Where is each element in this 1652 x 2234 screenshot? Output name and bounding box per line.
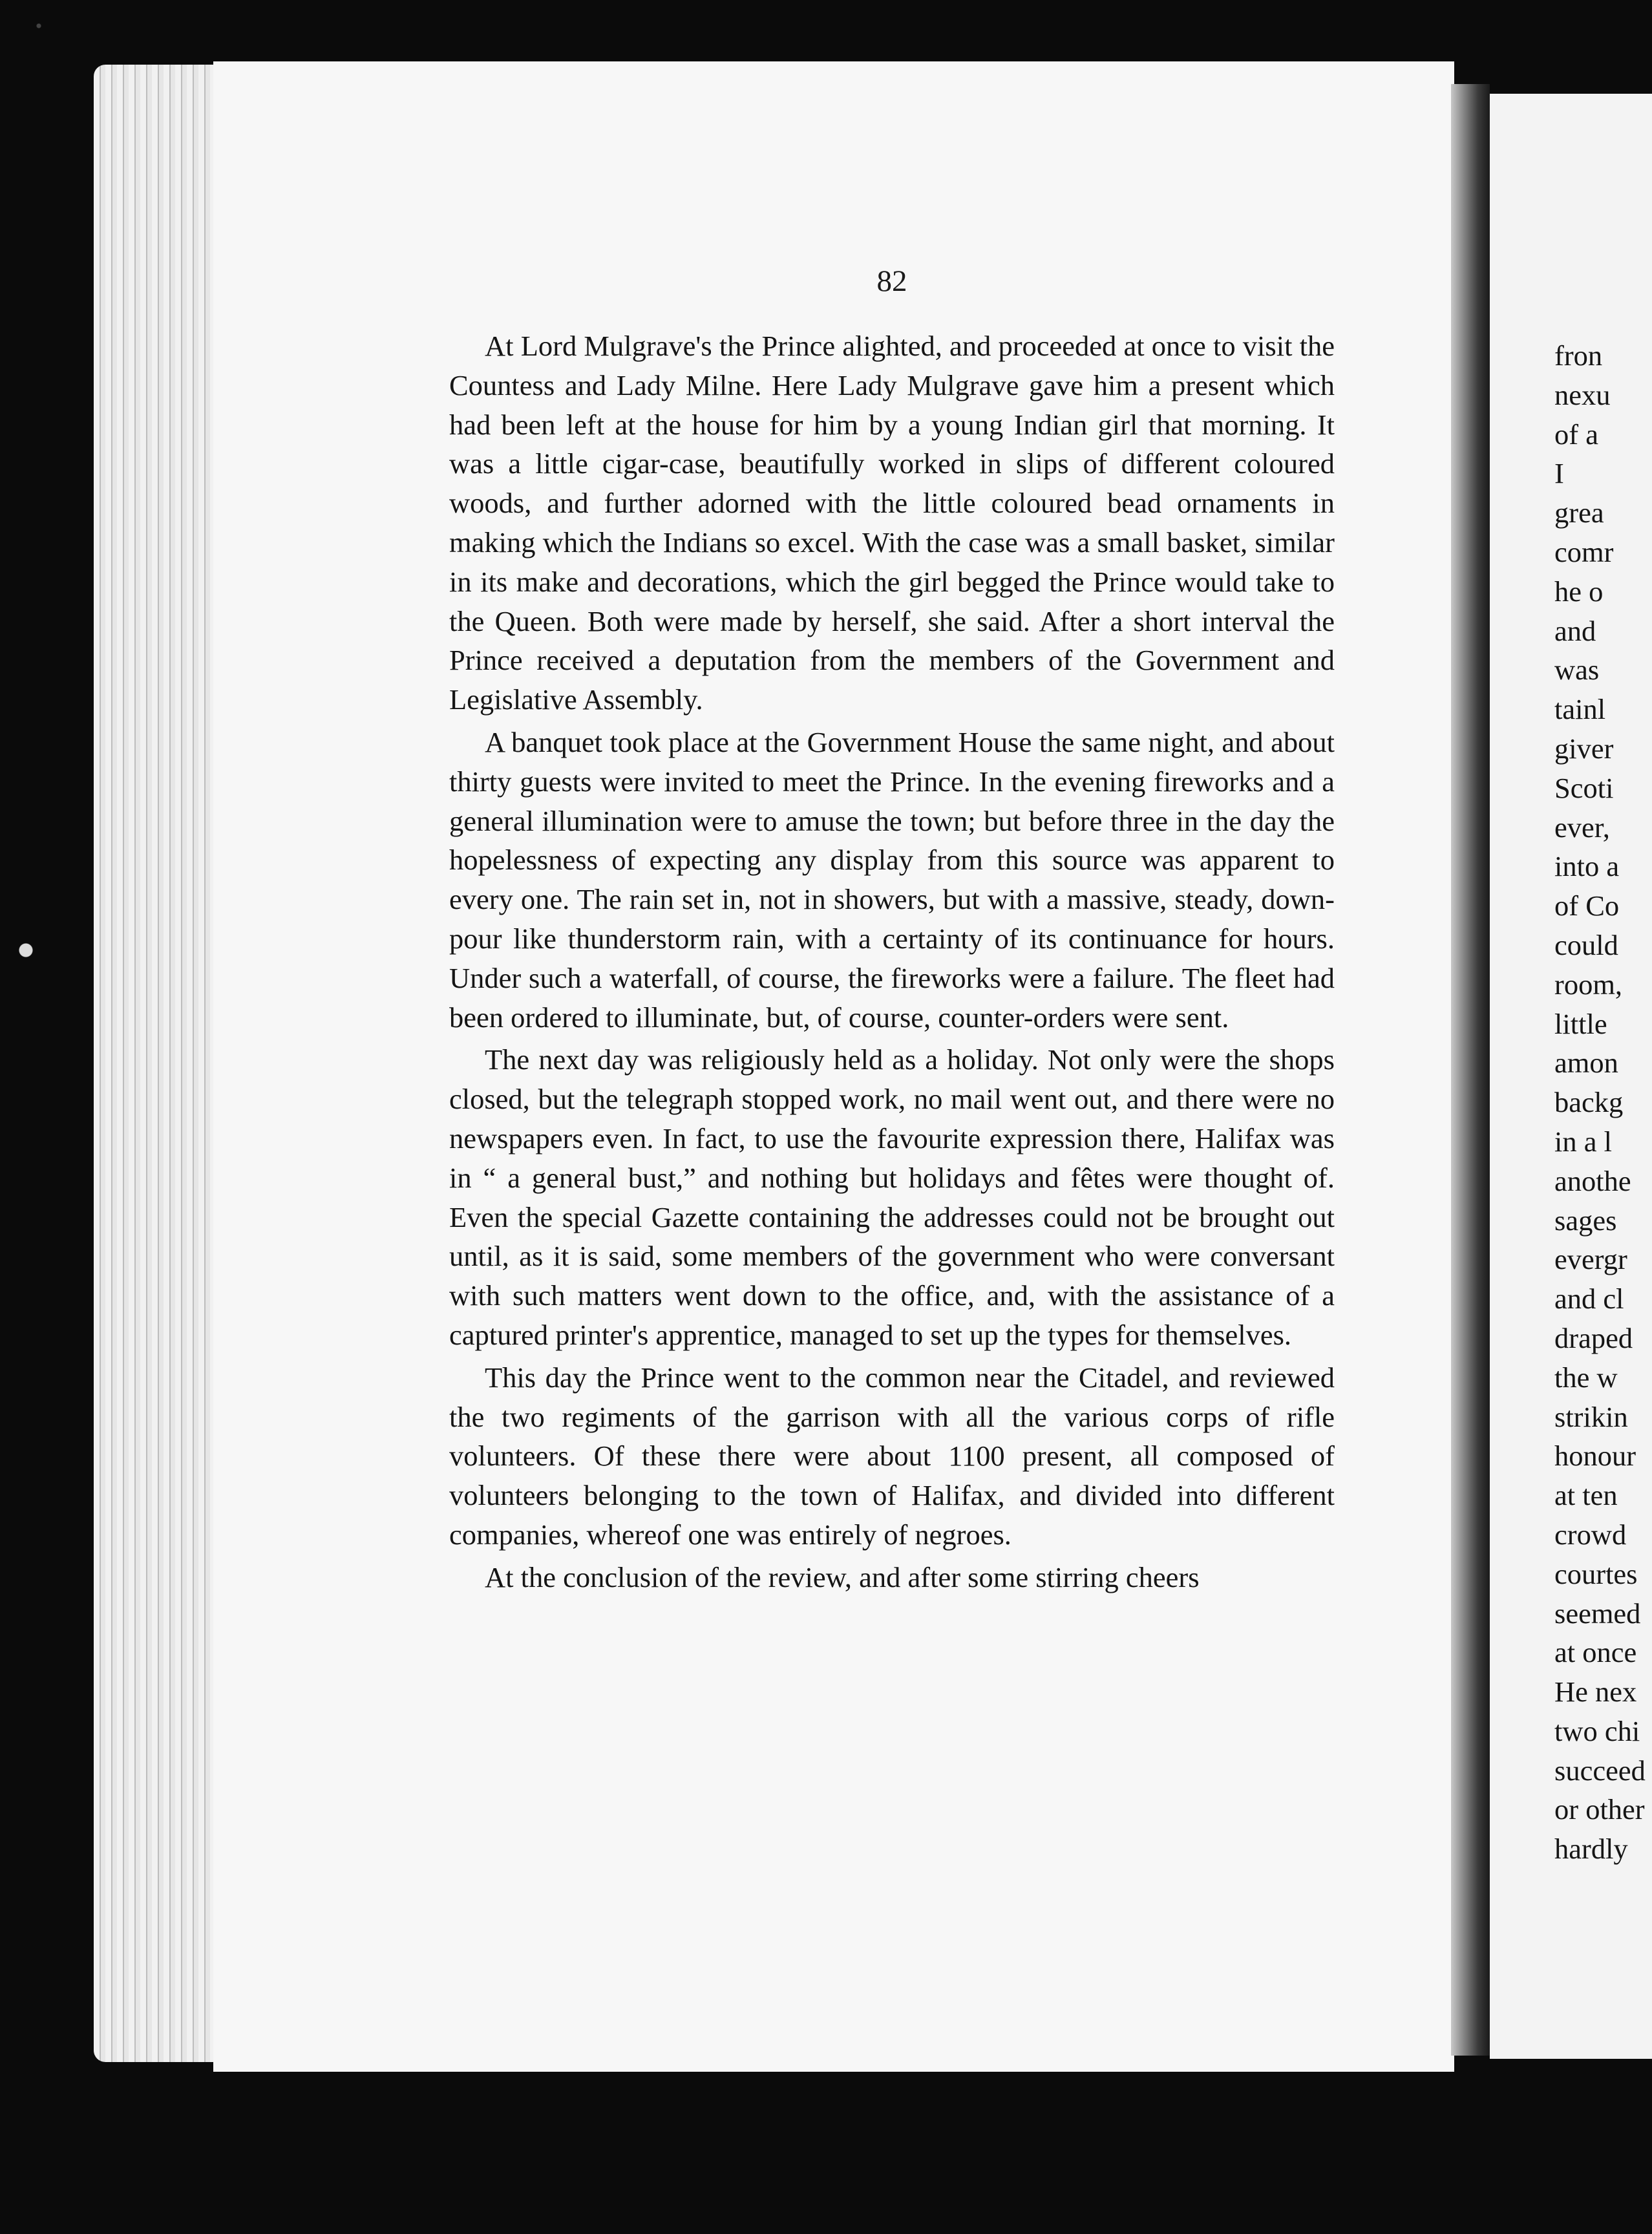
facing-page-line: in a l — [1554, 1125, 1612, 1158]
paragraph: A banquet took place at the Government House the same night, and about thirty guests were invited to meet the Prince. In the evening fireworks and a general illumination were to amuse the town; but before three in the day the hopelessness of expecting any display from this source was apparent to every one. The rain set in, not in showers, but with a massive, steady, down-pour like thunderstorm rain, with a certainty of its continuance for hours. Under such a waterfall, of course, the fireworks were a failure. The fleet had been ordered to illuminate, but, of course, counter-orders were sent. — [449, 725, 1335, 1034]
facing-page-line: strikin — [1554, 1400, 1628, 1433]
facing-page-line: into a — [1554, 850, 1620, 883]
facing-page-line: Scoti — [1554, 771, 1614, 804]
facing-page-line: I — [1554, 457, 1564, 490]
facing-page-line: the w — [1554, 1361, 1618, 1394]
facing-page-line: grea — [1554, 496, 1604, 529]
facing-page-line: giver — [1554, 732, 1614, 765]
facing-page-line: backg — [1554, 1086, 1624, 1119]
facing-page-line: succeed — [1554, 1754, 1646, 1787]
facing-page-line: of a — [1554, 418, 1598, 451]
paragraph: This day the Prince went to the common near the Citadel, and reviewed the two regiments of the garrison with all the various corps of rifle volunteers. Of these there were about 1100 present, all composed of volunteers belonging to the town of Halifax, and divided into different companies, whereof one was entirely of negroes. — [449, 1361, 1335, 1551]
facing-page-line: sages — [1554, 1204, 1617, 1237]
page-number: 82 — [876, 264, 907, 298]
body-text — [449, 326, 1335, 1597]
facing-page-line: and cl — [1554, 1282, 1624, 1315]
paragraph: The next day was religiously held as a holiday. Not only were the shops closed, but the telegraph stopped work, no mail went out, and there were no newspapers even. In fact, to use the favourite expression there, Halifax was in “ a general bust,” and nothing but holidays and fêtes were thought of. Even the special Gazette containing the addresses could not be brought out until, as it is said, some members of the government who were conversant with such matters went down to the office, and, with the assistance of a captured printer's apprentice, managed to set up the types for themselves. — [449, 1043, 1335, 1351]
facing-page-line: amon — [1554, 1047, 1618, 1080]
facing-page-line: room, — [1554, 968, 1623, 1001]
facing-page-line: of Co — [1554, 889, 1620, 922]
facing-page-line: hardly — [1554, 1833, 1628, 1866]
facing-page-line: and — [1554, 614, 1596, 647]
facing-page-line: at ten — [1554, 1479, 1618, 1512]
facing-page-line: tainl — [1554, 693, 1606, 726]
facing-page-line: he o — [1554, 575, 1604, 608]
book-gutter — [1451, 84, 1490, 2056]
facing-page-line: could — [1554, 928, 1618, 961]
paragraph: At the conclusion of the review, and after some stirring cheers — [485, 1560, 1200, 1593]
paragraph: At Lord Mulgrave's the Prince alighted, and proceeded at once to visit the Countess and Lady Milne. Here Lady Mulgrave gave him a present which had been left at the house for him by a young Indian girl that morning. It was a little cigar-case, beautifully worked in slips of different coloured woods, and further adorned with the little coloured bead ornaments in making which the Indians so excel. With the case was a small basket, similar in its make and decorations, which the girl begged the Prince would take to the Queen. Both were made by herself, she said. After a short interval the Prince received a deputation from the members of the Government and Legislative Assembly. — [449, 330, 1335, 716]
facing-page-line: at once — [1554, 1636, 1637, 1669]
facing-page-line: honour — [1554, 1440, 1636, 1473]
facing-page-line: evergr — [1554, 1243, 1627, 1276]
facing-page-line: crowd — [1554, 1518, 1627, 1551]
book-fore-edge — [94, 65, 223, 2062]
facing-page-line: two chi — [1554, 1714, 1640, 1747]
facing-page-line: seemed — [1554, 1597, 1641, 1630]
facing-page-line: or other — [1554, 1793, 1645, 1826]
facing-page-line: He nex — [1554, 1676, 1637, 1708]
facing-page-line: comr — [1554, 535, 1614, 568]
facing-page-line: draped — [1554, 1321, 1633, 1354]
facing-page-line: was — [1554, 654, 1600, 686]
facing-page-text — [1554, 336, 1652, 1869]
facing-page-line: courtes — [1554, 1557, 1638, 1590]
facing-page-line: fron — [1554, 339, 1603, 372]
facing-page-line: ever, — [1554, 811, 1610, 844]
facing-page-line: anothe — [1554, 1164, 1631, 1197]
facing-page-line: nexu — [1554, 378, 1611, 411]
facing-page-line: little — [1554, 1007, 1607, 1040]
